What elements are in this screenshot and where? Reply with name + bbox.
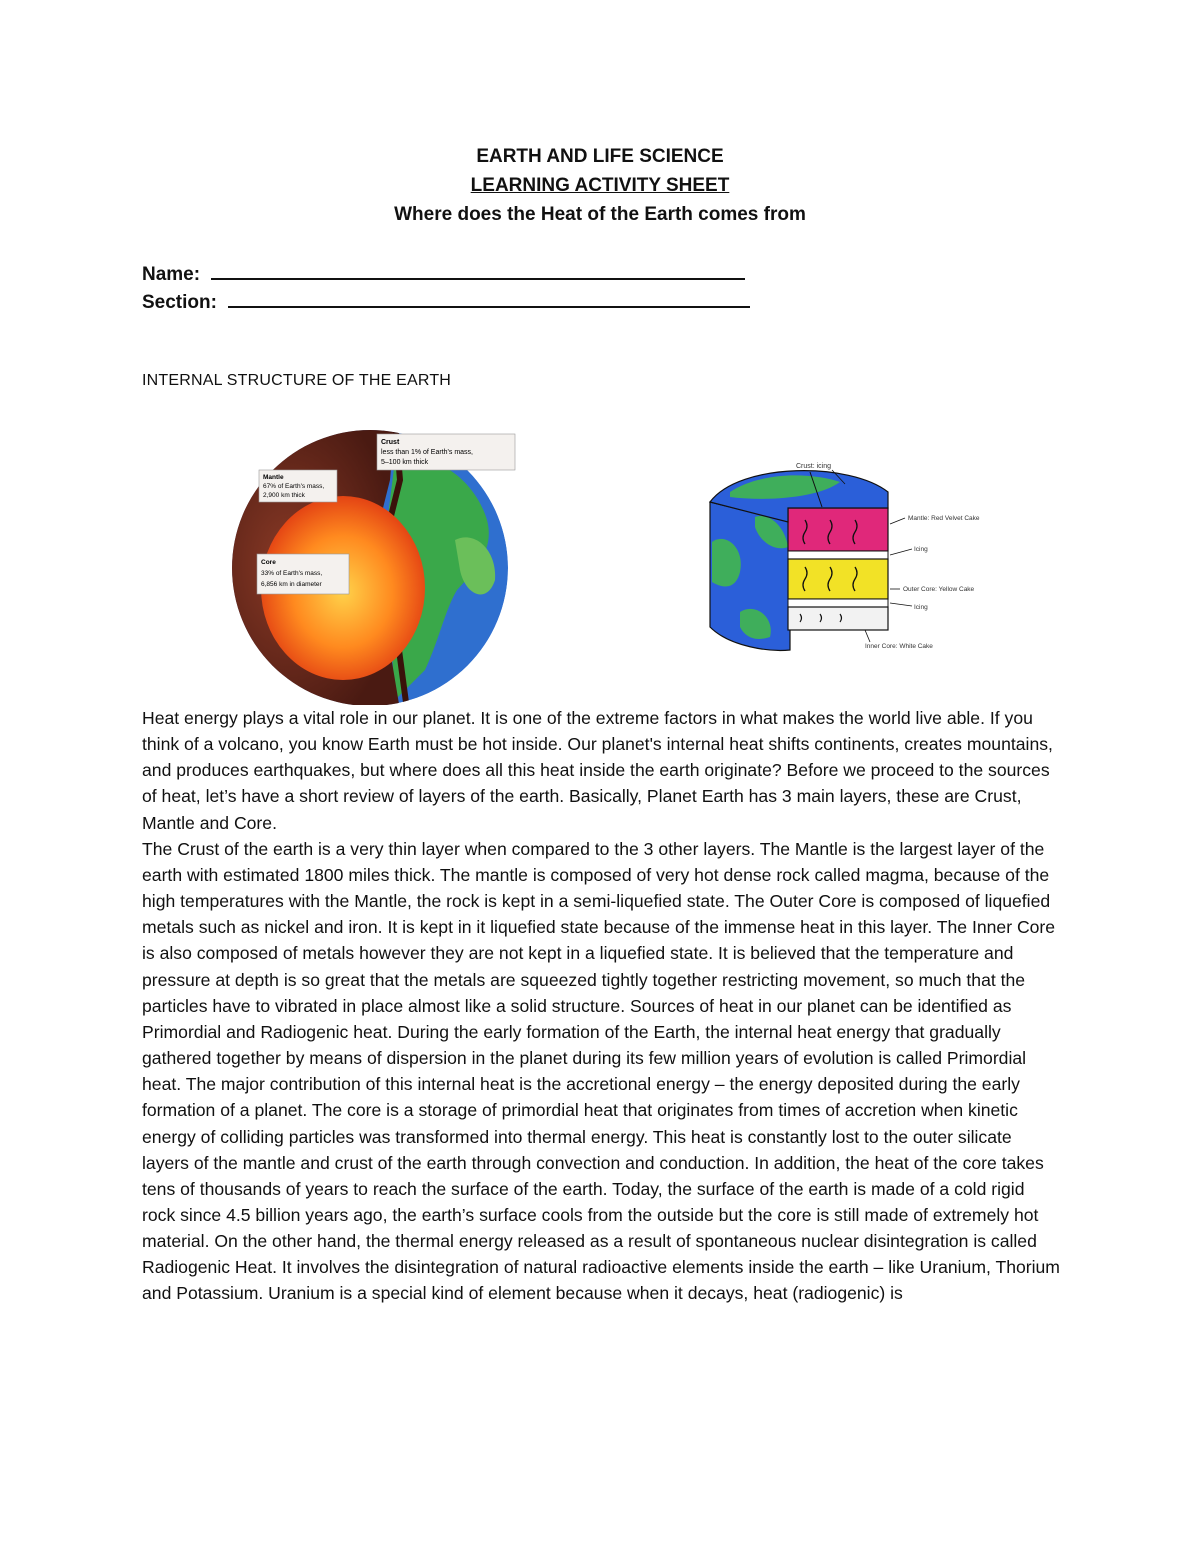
name-blank-line[interactable] [211, 260, 745, 280]
body-text [142, 705, 1062, 1307]
cake-label-icing-2: Icing [914, 604, 928, 611]
subject-title: EARTH AND LIFE SCIENCE [476, 146, 724, 167]
earth-cake-model-figure [700, 452, 1030, 657]
core-callout [257, 554, 349, 594]
mantle-callout [259, 470, 337, 502]
core-callout-line1: 33% of Earth's mass, [261, 570, 323, 577]
document-header [0, 142, 1200, 229]
core-callout-line2: 6,856 km in diameter [261, 581, 322, 588]
earth-cutaway-figure [225, 420, 525, 705]
sheet-type-title: LEARNING ACTIVITY SHEET [470, 175, 730, 196]
mantle-callout-line1: 67% of Earth's mass, [263, 483, 325, 490]
core-callout-title: Core [261, 559, 276, 566]
mantle-callout-line2: 2,900 km thick [263, 492, 305, 499]
cake-label-crust: Crust: icing [796, 463, 832, 470]
section-heading: INTERNAL STRUCTURE OF THE EARTH [142, 372, 452, 389]
cake-label-inner-core: Inner Core: White Cake [865, 643, 933, 650]
name-label: Name: [142, 264, 201, 285]
cake-label-icing-1: Icing [914, 546, 928, 553]
section-blank-line[interactable] [228, 288, 750, 308]
cake-body [710, 471, 888, 651]
name-field[interactable] [142, 260, 745, 289]
cake-label-outer-core: Outer Core: Yellow Cake [903, 586, 975, 593]
section-label: Section: [142, 292, 217, 313]
topic-title: Where does the Heat of the Earth comes from [394, 204, 806, 225]
cake-label-mantle: Mantle: Red Velvet Cake [908, 515, 980, 522]
crust-callout-line1: less than 1% of Earth's mass, [381, 449, 473, 456]
crust-callout-line2: 5–100 km thick [381, 459, 429, 466]
crust-callout-title: Crust [381, 439, 400, 446]
mantle-callout-title: Mantle [263, 474, 284, 481]
section-field[interactable] [142, 288, 750, 317]
paragraph-intro: Heat energy plays a vital role in our planet. It is one of the extreme factors in what makes the world live able. If you think of a volcano, you know Earth must be hot inside. Our planet's internal heat shifts continents, creates mountains, and produces earthquakes, but where does all this heat inside the earth originate? Before we proceed to the sources of heat, let’s have a short review of layers of the earth. Basically, Planet Earth has 3 main layers, these are Crust, Mantle and Core. [142, 708, 1053, 833]
crust-callout [377, 434, 515, 470]
paragraph-layers-and-heat: The Crust of the earth is a very thin layer when compared to the 3 other layers. The Mantle is the largest layer of the earth with estimated 1800 miles thick. The mantle is composed of very hot dense rock called magma, because of the high temperatures with the Mantle, the rock is kept in a semi-liquefied state. The Outer Core is composed of liquefied metals such as nickel and iron. It is kept in it liquefied state because of the immense heat in this layer. The Inner Core is also composed of metals however they are not kept in a liquefied state. It is believed that the temperature and pressure at depth is so great that the metals are squeezed tightly together restricting movement, so much that the particles have to vibrated in place almost like a solid structure. Sources of heat in our planet can be identified as Primordial and Radiogenic heat. During the early formation of the Earth, the internal heat energy that gradually gathered together by means of dispersion in the planet during its few million years of evolution is called Primordial heat. The major contribution of this internal heat is the accretional energy – the energy deposited during the early formation of a planet. The core is a storage of primordial heat that originates from times of accretion when kinetic energy of colliding particles was transformed into thermal energy. This heat is constantly lost to the outer silicate layers of the mantle and crust of the earth through convection and conduction. In addition, the heat of the core takes tens of thousands of years to reach the surface of the earth. Today, the surface of the earth is made of a cold rigid rock since 4.5 billion years ago, the earth’s surface cools from the outside but the core is still made of extremely hot material. On the other hand, the thermal energy released as a result of spontaneous nuclear disintegration is called Radiogenic Heat. It involves the disintegration of natural radioactive elements inside the earth – like Uranium, Thorium and Potassium. Uranium is a special kind of element because when it decays, heat (radiogenic) is [142, 838, 1060, 1304]
